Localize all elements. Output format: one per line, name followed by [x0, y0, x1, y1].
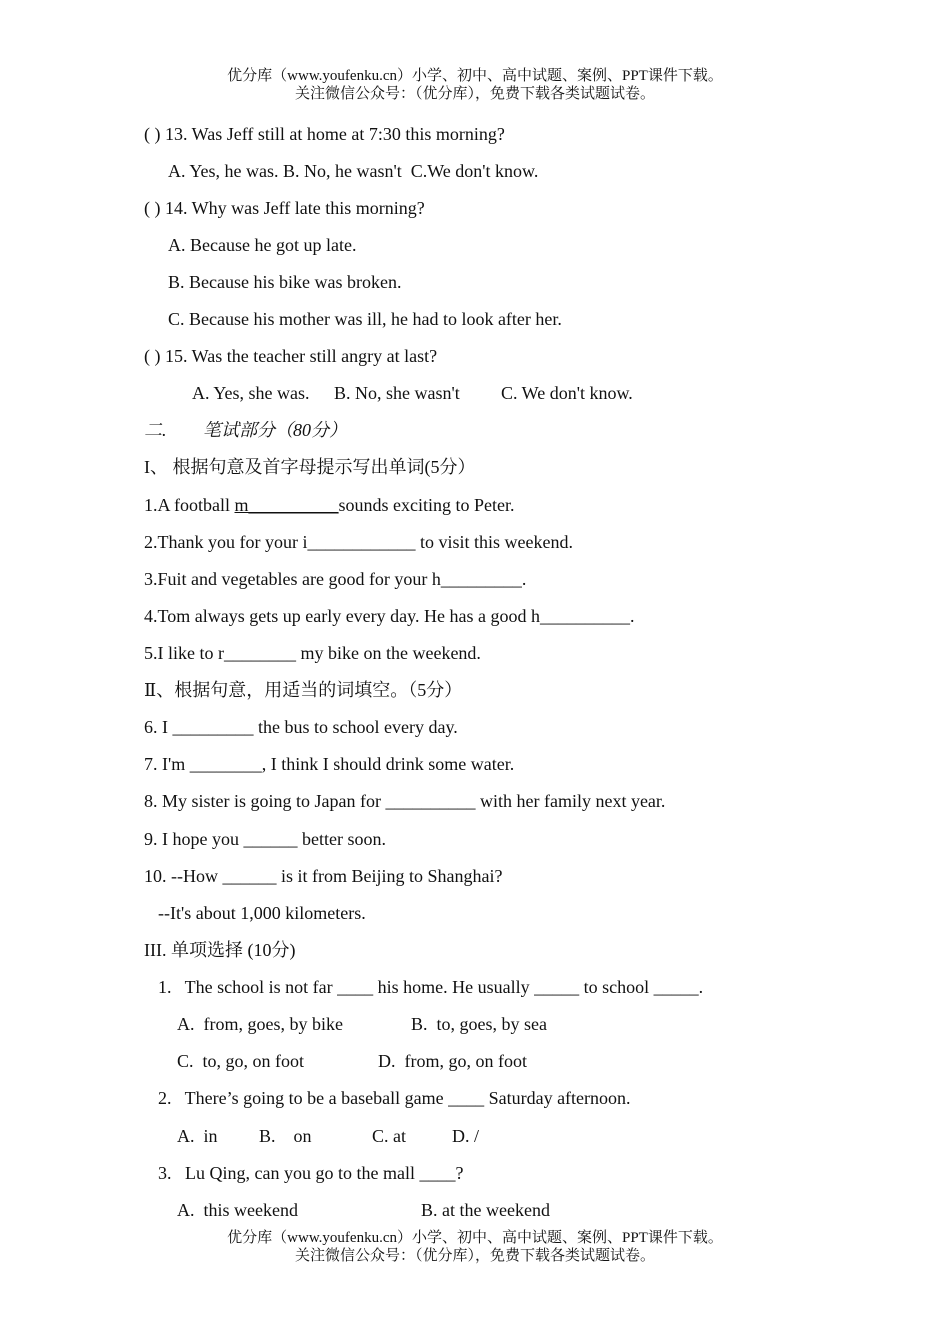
choice-question-1-option-b: B. to, goes, by sea — [411, 1014, 547, 1034]
footer-line-2: 关注微信公众号：（优分库），免费下载各类试题试卷。 — [294, 1248, 655, 1264]
question-15: ( ) 15. Was the teacher still angry at last? — [144, 346, 438, 366]
fill-question-2: 2.Thank you for your i____________ to visit this weekend. — [144, 532, 573, 552]
choice-question-2-option-a: A. in — [177, 1126, 218, 1146]
question-15-option-a: A. Yes, she was. — [192, 383, 310, 403]
fill-question-7: 7. I'm ________, I think I should drink some water. — [144, 754, 515, 774]
part-2-heading: Ⅱ、根据句意，用适当的词填空。（5分） — [144, 680, 463, 700]
fill-question-1-blank: m__________ — [234, 495, 339, 515]
fill-question-6: 6. I _________ the bus to school every day. — [144, 717, 458, 737]
section-number: 二. — [144, 420, 167, 440]
question-13: ( ) 13. Was Jeff still at home at 7:30 this morning? — [144, 124, 505, 144]
question-13-options: A. Yes, he was. B. No, he wasn't C.We don't know. — [168, 161, 539, 181]
fill-question-1 — [144, 494, 515, 516]
question-14-option-a: A. Because he got up late. — [168, 235, 357, 255]
choice-question-2-option-d: D. / — [452, 1126, 479, 1146]
choice-question-3-option-a: A. this weekend — [177, 1200, 298, 1220]
choice-question-2-option-b: B. on — [259, 1126, 312, 1146]
choice-question-2: 2. There’s going to be a baseball game ____ Saturday afternoon. — [158, 1088, 631, 1108]
question-15-option-b: B. No, she wasn't — [334, 383, 460, 403]
fill-question-3: 3.Fuit and vegetables are good for your h_________. — [144, 569, 527, 589]
section-title: 笔试部分（80分） — [203, 420, 347, 440]
choice-question-3-option-b: B. at the weekend — [421, 1200, 550, 1220]
question-15-option-c: C. We don't know. — [501, 383, 633, 403]
question-14: ( ) 14. Why was Jeff late this morning? — [144, 198, 425, 218]
header-line-2: 关注微信公众号：（优分库），免费下载各类试题试卷。 — [294, 86, 655, 102]
fill-question-9: 9. I hope you ______ better soon. — [144, 829, 386, 849]
part-3-heading: III. 单项选择 (10分) — [144, 940, 296, 960]
fill-question-8: 8. My sister is going to Japan for __________ with her family next year. — [144, 791, 666, 811]
page-footer — [0, 1229, 950, 1265]
question-14-option-b: B. Because his bike was broken. — [168, 272, 402, 292]
choice-question-1-option-d: D. from, go, on foot — [378, 1051, 527, 1071]
footer-line-1: 优分库（www.youfenku.cn）小学、初中、高中试题、案例、PPT课件下载。 — [227, 1230, 723, 1246]
fill-question-1-suffix: sounds exciting to Peter. — [338, 495, 515, 515]
choice-question-2-option-c: C. at — [372, 1126, 406, 1146]
header-line-1: 优分库（www.youfenku.cn）小学、初中、高中试题、案例、PPT课件下载。 — [227, 68, 723, 84]
choice-question-1: 1. The school is not far ____ his home. He usually _____ to school _____. — [158, 977, 704, 997]
choice-question-1-option-c: C. to, go, on foot — [177, 1051, 305, 1071]
fill-question-4: 4.Tom always gets up early every day. He has a good h__________. — [144, 606, 635, 626]
fill-question-10-answer: --It's about 1,000 kilometers. — [158, 903, 366, 923]
fill-question-5: 5.I like to r________ my bike on the weekend. — [144, 643, 481, 663]
choice-question-3: 3. Lu Qing, can you go to the mall ____? — [158, 1163, 464, 1183]
question-14-option-c: C. Because his mother was ill, he had to look after her. — [168, 309, 562, 329]
page-header — [0, 67, 950, 103]
choice-question-1-option-a: A. from, goes, by bike — [177, 1014, 343, 1034]
part-1-heading: I、 根据句意及首字母提示写出单词(5分） — [144, 457, 476, 477]
fill-question-10: 10. --How ______ is it from Beijing to Shanghai? — [144, 866, 503, 886]
fill-question-1-prefix: 1.A football — [144, 495, 235, 515]
